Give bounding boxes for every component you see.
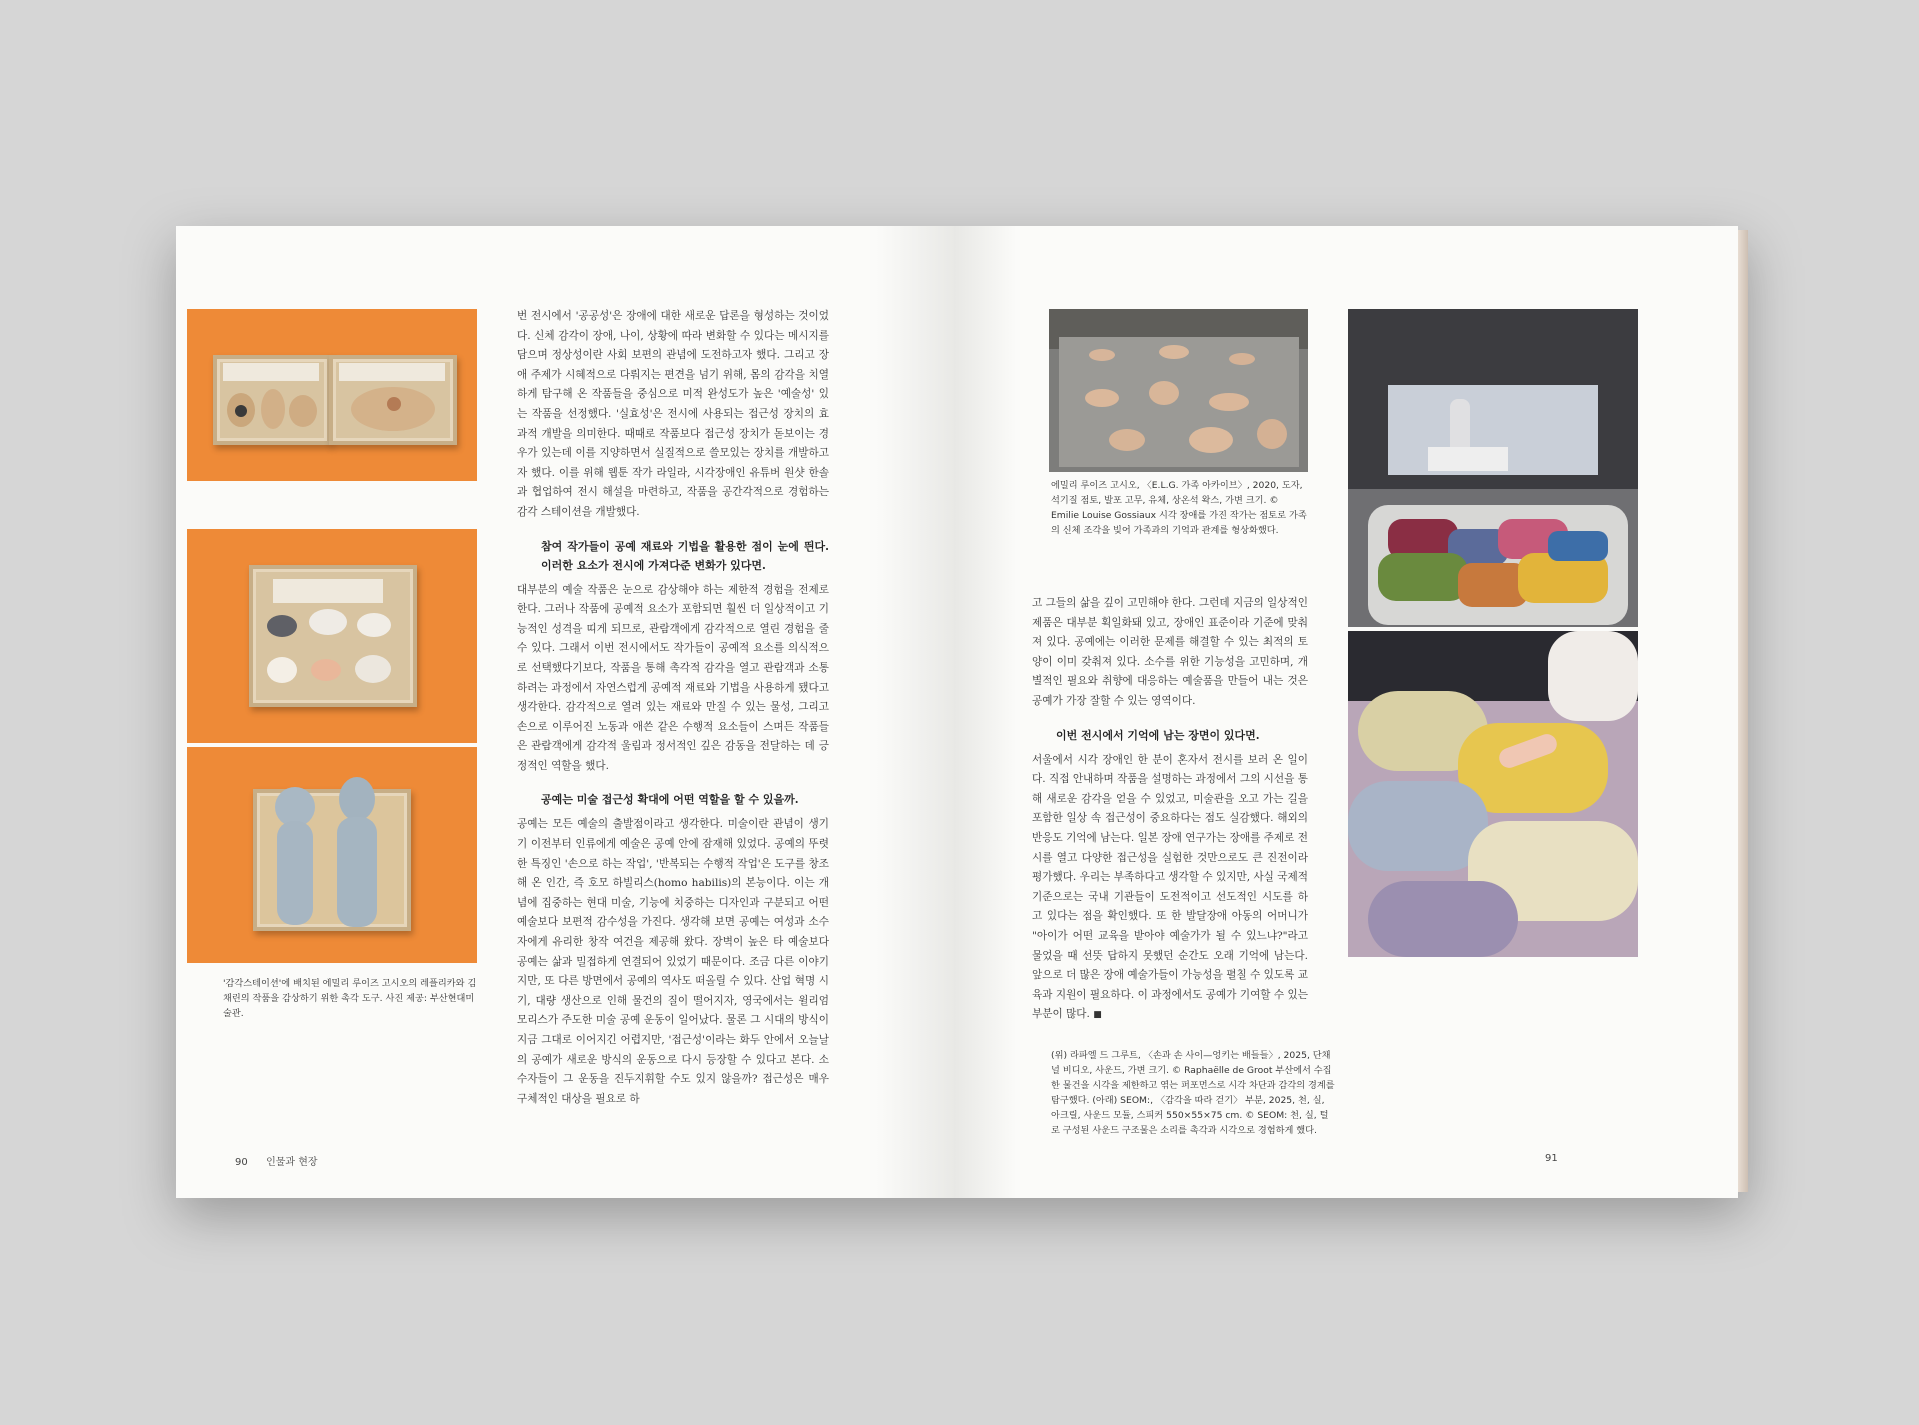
end-mark-icon: ■ — [1093, 1010, 1102, 1021]
right-top-photo-caption: 에밀리 루이즈 고시오, 〈E.L.G. 가족 아카이브〉, 2020, 도자, 석기질 점토, 발포 고무, 유체, 상온석 왁스, 가변 크기. © Emilie Louise Gossiaux 시각 장애를 가진 작가는 점토로 가족의 신체 조각을 빚어 가족과의 기억과 관계를 형상화했다. — [1051, 480, 1307, 536]
right-bottom-photo-caption: (위) 라파엘 드 그루트, 〈손과 손 사이—엉키는 배들들〉, 2025, 단채널 비디오, 사운드, 가변 크기. © Raphaëlle de Groot 부산에서 수집한 물건을 시각을 제한하고 엮는 퍼포먼스로 시각 차단과 감각의 경계를 탐구했다. (아래) SEOM:, 〈감각을 따라 걷기〉 부분, 2025, 천, 실, 아크릴, 사운드 모듈, 스피커 550×55×75 cm. © SEOM: 천, 실, 털로 구성된 사운드 구조물은 소리를 촉각과 시각으로 경험하게 했다. — [1051, 1050, 1335, 1136]
body-paragraph: 대부분의 예술 작품은 눈으로 감상해야 하는 제한적 경험을 전제로 한다. 그러나 작품에 공예적 요소가 포함되면 훨씬 더 일상적이고 기능적인 성격을 띠게 되므로, 관람객에게 감각적으로 열린 경험을 줄 수 있다. 그래서 이번 전시에서도 작가들이 공예적 요소를 의식적으로 선택했다기보다, 작품을 통해 촉각적 감각을 열고 관람객과 소통하려는 과정에서 자연스럽게 공예적 재료와 기법을 사용하게 됐다고 생각한다. 감각적으로 열려 있는 재료와 만질 수 있는 물성, 그리고 손으로 이루어진 노동과 애쓴 같은 수행적 요소들이 스며든 작품들은 관람객에게 감각적 울림과 정서적인 깊은 감동을 전달하는 데 긍정적인 역할을 했다. — [517, 583, 829, 772]
left-photo-caption: '감각스테이션'에 배치된 에밀리 루이즈 고시오의 레플리카와 김채린의 작품을 감상하기 위한 촉각 도구. 사진 제공: 부산현대미술관. — [223, 978, 477, 1019]
photo-tactile-tray-1 — [187, 309, 477, 481]
body-text: 서울에서 시각 장애인 한 분이 혼자서 전시를 보러 온 일이다. 직접 안내하며 작품을 설명하는 과정에서 그의 시선을 통해 새로운 감각을 얻을 수 있었고, 미술관을 오고 가는 길을 포함한 일상 속 접근성이 중요하다는 점도 실감했다. 해외의 반응도 기억에 남는다. 일본 장애 연구가는 장애를 주제로 전시를 열고 다양한 접근성을 실험한 것만으로도 큰 진전이라 평가했다. 우리는 부족하다고 생각할 수 있지만, 사실 국제적 기준으로는 국내 기관들이 도전적이고 선도적인 시도를 하고 있다는 점을 확인했다. 또 한 발달장애 아동의 어머니가 "아이가 어떤 교육을 받아야 예술가가 될 수 있느냐?"라고 물었을 때 선뜻 답하지 못했던 순간도 오래 기억에 남는다. 앞으로 더 많은 장애 예술가들이 가능성을 펼칠 수 있도록 교육과 지원이 필요하다. 이 과정에서도 공예가 기여할 수 있는 부분이 많다. — [1032, 753, 1308, 1021]
magazine-spread — [176, 226, 1738, 1198]
body-paragraph: 공예는 모든 예술의 출발점이라고 생각한다. 미술이란 관념이 생기기 이전부터 인류에게 예술은 공예 안에 잠재해 있었다. 공예의 뚜렷한 특징인 '손으로 하는 작업', '반복되는 수행적 작업'은 도구를 창조해 온 인간, 즉 호모 하빌리스(homo habilis)의 본능이다. 이는 개념에 집중하는 현대 미술, 기능에 치중하는 디자인과 구분되고 어떤 예술보다 보편적 감수성을 가진다. 생각해 보면 공예는 여성과 소수자에게 유리한 창작 여건을 제공해 왔다. 장벽이 높은 타 예술보다 공예는 삶과 밀접하게 연결되어 있었기 때문이다. 조금 다른 이야기지만, 또 다른 방면에서 공예의 역사도 떠올릴 수 있다. 산업 혁명 시기, 대량 생산으로 인해 물건의 질이 떨어지자, 영국에서는 윌리엄 모리스가 주도한 미술 공예 운동이 일어났다. 물론 그 시대의 방식이 지금 그대로 이어지긴 어렵지만, '접근성'이라는 화두 안에서 오늘날의 공예가 새로운 방식의 운동으로 다시 등장할 수 있다고 본다. 소수자들이 그 운동을 진두지휘할 수도 있지 않을까? 접근성은 매우 구체적인 대상을 필요로 하 — [517, 818, 829, 1105]
body-paragraph: 번 전시에서 '공공성'은 장애에 대한 새로운 답론을 형성하는 것이었다. 신체 감각이 장애, 나이, 상황에 따라 변화할 수 있다는 메시지를 담으며 정상성이란 사회 보편의 관념에 도전하고자 했다. 그리고 장애 주제가 시혜적으로 다뤄지는 편견을 넘기 위해, 몸의 감각을 치열하게 탐구해 온 작품들을 중심으로 미적 완성도가 높은 '예술성' 있는 작품을 선정했다. '실효성'은 전시에 사용되는 접근성 장치의 효과적 개발을 의미한다. 때때로 작품보다 접근성 장치가 돋보이는 경우가 있는데 이를 지양하면서 실질적으로 쓸모있는 장치를 개발하고자 했다. 이를 위해 웹툰 작가 라일라, 시각장애인 유튜버 원샷 한솔과 협업하여 전시 해설을 마련하고, 작품을 공간각적으로 경험하는 감각 스테이션을 개발했다. — [517, 310, 829, 518]
photo-tactile-tray-2 — [187, 529, 477, 743]
section-name: 인물과 현장 — [266, 1157, 318, 1168]
interview-question: 참여 작가들이 공예 재료와 기법을 활용한 점이 눈에 띈다. 이러한 요소가 전시에 가져다준 변화가 있다면. — [541, 539, 829, 572]
right-body-column — [1032, 594, 1308, 1026]
photo-ceramic-archive — [1049, 309, 1308, 472]
left-body-column — [517, 307, 829, 1109]
left-page — [176, 226, 954, 1198]
body-paragraph — [1032, 751, 1308, 1026]
interview-question: 공예는 미술 접근성 확대에 어떤 역할을 할 수 있을까. — [541, 793, 799, 807]
interview-question: 이번 전시에서 기억에 남는 장면이 있다면. — [1056, 728, 1260, 742]
left-folio — [235, 1153, 318, 1168]
right-page — [954, 226, 1738, 1198]
page-number: 90 — [235, 1157, 248, 1168]
body-paragraph: 고 그들의 삶을 깊이 고민해야 한다. 그런데 지금의 일상적인 제품은 대부분 획일화돼 있고, 장애인 표준이라 기준에 맞춰져 있다. 공예에는 이러한 문제를 해결할 수 있는 최적의 토양이 이미 갖춰져 있다. 소수를 위한 기능성을 고민하며, 개별적인 필요와 취향에 대응하는 예술품을 만들어 내는 것은 공예가 가장 잘할 수 있는 영역이다. — [1032, 597, 1308, 707]
photo-textile-sound-sculpture — [1348, 631, 1638, 957]
right-folio — [1545, 1153, 1558, 1164]
page-edge-stack — [1738, 230, 1748, 1192]
photo-tactile-figures — [187, 747, 477, 963]
photo-gallery-installation — [1348, 309, 1638, 627]
page-number: 91 — [1545, 1153, 1558, 1164]
